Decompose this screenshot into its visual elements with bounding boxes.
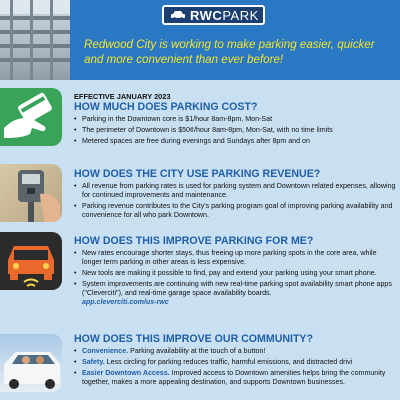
car-icon <box>170 10 186 20</box>
info-panel <box>0 80 400 400</box>
rwc-park-logo <box>162 5 265 25</box>
list-item: • Easier Downtown Access. Improved access to Downtown amenities helps bring the community together, makes a more appealing destination, and supports Downtown businesses. <box>74 369 396 387</box>
section-cost <box>74 92 396 148</box>
parking-meter-photo <box>0 164 62 222</box>
cleverciti-link[interactable]: app.cleverciti.com/us-rwc <box>82 298 169 306</box>
logo-text: RWCPARK <box>190 7 259 23</box>
header-banner <box>0 0 400 80</box>
list-item: • Metered spaces are free during evenings and Sundays after 8pm and on <box>74 137 396 146</box>
list-item: • Safety. Less circling for parking reduces traffic, harmful emissions, and distracted drivi <box>74 358 396 367</box>
list-item: • New tools are making it possible to find, pay and extend your parking using your smart phone. <box>74 269 396 278</box>
section-heading: HOW DOES THE CITY USE PARKING REVENUE? <box>74 168 321 180</box>
section-heading: HOW DOES THIS IMPROVE PARKING FOR ME? <box>74 235 314 247</box>
section-heading: HOW DOES THIS IMPROVE OUR COMMUNITY? <box>74 333 313 345</box>
tagline: Redwood City is working to make parking easier, quicker and more convenient than ever before! <box>84 38 375 66</box>
list-item: • New rates encourage shorter stays, thus freeing up more parking spots in the core area, while longer term parking in other areas is less expensive. <box>74 249 396 267</box>
section-revenue <box>74 168 396 222</box>
list-item: • Parking in the Downtown core is $1/hour 8am-8pm, Mon-Sat <box>74 115 396 124</box>
list-item: • Convenience. Parking availability at the touch of a button! <box>74 347 396 356</box>
card-in-hand-icon <box>0 88 62 146</box>
list-item: • The perimeter of Downtown is $50¢/hour 8am-8pm, Mon-Sat, with no time limits <box>74 126 396 135</box>
effective-date: EFFECTIVE JANUARY 2023 <box>74 92 171 101</box>
list-item: • All revenue from parking rates is used for parking system and Downtown related expenses, allowing for continued improvements and maintenance. <box>74 182 396 200</box>
section-heading: HOW MUCH DOES PARKING COST? <box>74 101 258 113</box>
list-item: • Parking revenue contributes to the City's parking program goal of improving parking availability and convenience for all who park Downtown. <box>74 202 396 220</box>
list-item: • System improvements are continuing with new real-time parking spot availability smart phone apps ("Cleverciti"), and real-time garage space availability boards. app.cleverciti.com/us-rwc <box>74 280 396 307</box>
car-signal-icon <box>0 232 62 290</box>
parking-garage-photo <box>0 0 70 80</box>
section-community <box>74 333 396 389</box>
section-improve-parking <box>74 235 396 309</box>
family-in-car-photo <box>0 334 62 392</box>
